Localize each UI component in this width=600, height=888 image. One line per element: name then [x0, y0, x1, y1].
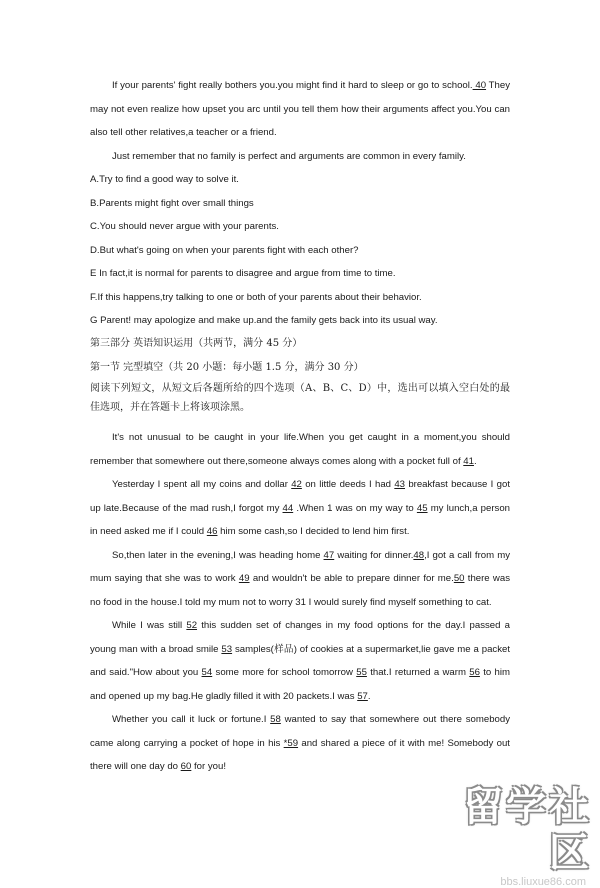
instructions: 阅读下列短文，从短文后各题所给的四个选项（A、B、C、D）中，选出可以填入空白处的最佳选项，并在答题卡上将该项涂黑。	[90, 383, 510, 413]
blank-number: 47	[323, 549, 335, 561]
watermark-url: bbs.liuxue86.com	[500, 876, 586, 888]
paragraph-text: some more for school tomorrow	[212, 667, 357, 678]
paragraph-text: samples(样品) of cookies at a supermarket,lie gave me a packet and said."How about you	[90, 643, 510, 678]
paragraph	[90, 544, 510, 615]
paragraph-text: on little deeds I had	[301, 479, 395, 490]
paragraph-text: my lunch,a person in need asked me if I could	[90, 502, 511, 537]
option-item: E In fact,it is normal for parents to disagree and argue from time to time.	[90, 268, 396, 279]
paragraph	[90, 74, 510, 145]
paragraph	[90, 473, 510, 544]
section-heading: 第一节 完型填空（共 20 小题：每小题 1.5 分，满分 30 分）	[90, 361, 364, 373]
blank-number: 58	[270, 714, 281, 725]
paragraph-text: If your parents' fight really bothers you.you might find it hard to sleep or go to school.	[112, 80, 473, 91]
paragraph-text: waiting for dinner.	[334, 549, 414, 561]
paragraph-text: for you!	[191, 761, 227, 772]
paragraph	[90, 708, 510, 779]
option-item: C.You should never argue with your parents.	[90, 221, 279, 232]
blank-number: 50	[453, 573, 465, 584]
blank-number: 42	[291, 479, 302, 490]
blank-number: 53	[221, 643, 233, 655]
watermark-logo: 留学社区	[463, 784, 592, 876]
option-item: G Parent! may apologize and make up.and the family gets back into its usual way.	[90, 315, 438, 326]
blank-number: 55	[356, 667, 367, 678]
blank-number: 46	[206, 526, 218, 537]
blank-number: 41	[463, 455, 474, 467]
blank-number: *59	[283, 737, 299, 749]
paragraph-text: .	[367, 690, 371, 702]
paragraph-text: It's not unusual to be caught in your life.When you get caught in a moment,you should remember that somewhere out there,someone always comes along with a pocket full of	[90, 432, 510, 467]
paragraph-text: So,then later in the evening,I was heading home	[112, 549, 324, 561]
blank-number: 60	[180, 761, 192, 772]
paragraph	[90, 426, 510, 473]
option-item: B.Parents might fight over small things	[90, 197, 254, 209]
cloze-passage	[90, 426, 510, 779]
option-list	[90, 168, 510, 333]
paragraph-text: .When 1 was on my way to	[293, 502, 417, 514]
option-item: A.Try to find a good way to solve it.	[90, 174, 239, 185]
paragraph-text: Yesterday I spent all my coins and dollar	[112, 479, 292, 490]
reading-passage-ending	[90, 74, 510, 333]
blank-number: 44	[282, 502, 294, 514]
paragraph: Just remember that no family is perfect and arguments are common in every family.	[112, 150, 466, 162]
watermark	[422, 784, 592, 888]
blank-number: 49	[238, 573, 250, 584]
blank-number: 45	[416, 502, 428, 514]
section-header	[90, 332, 510, 417]
paragraph-text: Whether you call it luck or fortune.I	[112, 714, 271, 725]
paragraph-text: They may not even realize how upset you arc until you tell them how their arguments affect you.You can also tell other relatives,a teacher or a friend.	[90, 80, 510, 138]
paragraph	[90, 614, 510, 708]
paragraph-text: ,I got a call from my mum saying that she was to work	[90, 549, 510, 584]
paragraph-text: breakfast because I got up late.Because of the mad rush,I forgot my	[90, 479, 510, 514]
paragraph-text: that.I returned a warm	[366, 667, 470, 678]
paragraph-text: this sudden set of changes in my food options for the day.I passed a young man with a broad smile	[90, 620, 511, 655]
paragraph-text: to him and opened up my bag.He gladly filled it with 20 packets.I was	[90, 667, 510, 702]
part-heading: 第三部分 英语知识运用（共两节，满分 45 分）	[90, 338, 303, 349]
paragraph-text: .	[473, 455, 477, 467]
blank-number: 52	[186, 620, 198, 631]
paragraph-text: him some cash,so I decided to lend him first.	[217, 526, 410, 537]
option-item: F.If this happens,try talking to one or both of your parents about their behavior.	[90, 291, 422, 303]
paragraph-text: wanted to say that somewhere out there somebody came along carrying a pocket of hope in his	[90, 714, 511, 749]
blank-number: 48	[413, 549, 425, 561]
paragraph-text: and shared a piece of it with me! Somebody out there will one day do	[90, 737, 510, 772]
paragraph-text: While I was still	[112, 620, 187, 631]
blank-number: 40	[472, 80, 487, 91]
option-item: D.But what's going on when your parents fight with each other?	[90, 244, 359, 256]
paragraph-text: there was no food in the house.I told my mum not to worry 31 I would surely find myself something to cat.	[90, 573, 510, 608]
blank-number: 56	[469, 667, 480, 678]
blank-number: 43	[394, 479, 405, 490]
blank-number: 57	[357, 690, 368, 702]
blank-number: 54	[201, 667, 213, 678]
paragraph-text: and wouldn't be able to prepare dinner for me.	[249, 573, 454, 584]
